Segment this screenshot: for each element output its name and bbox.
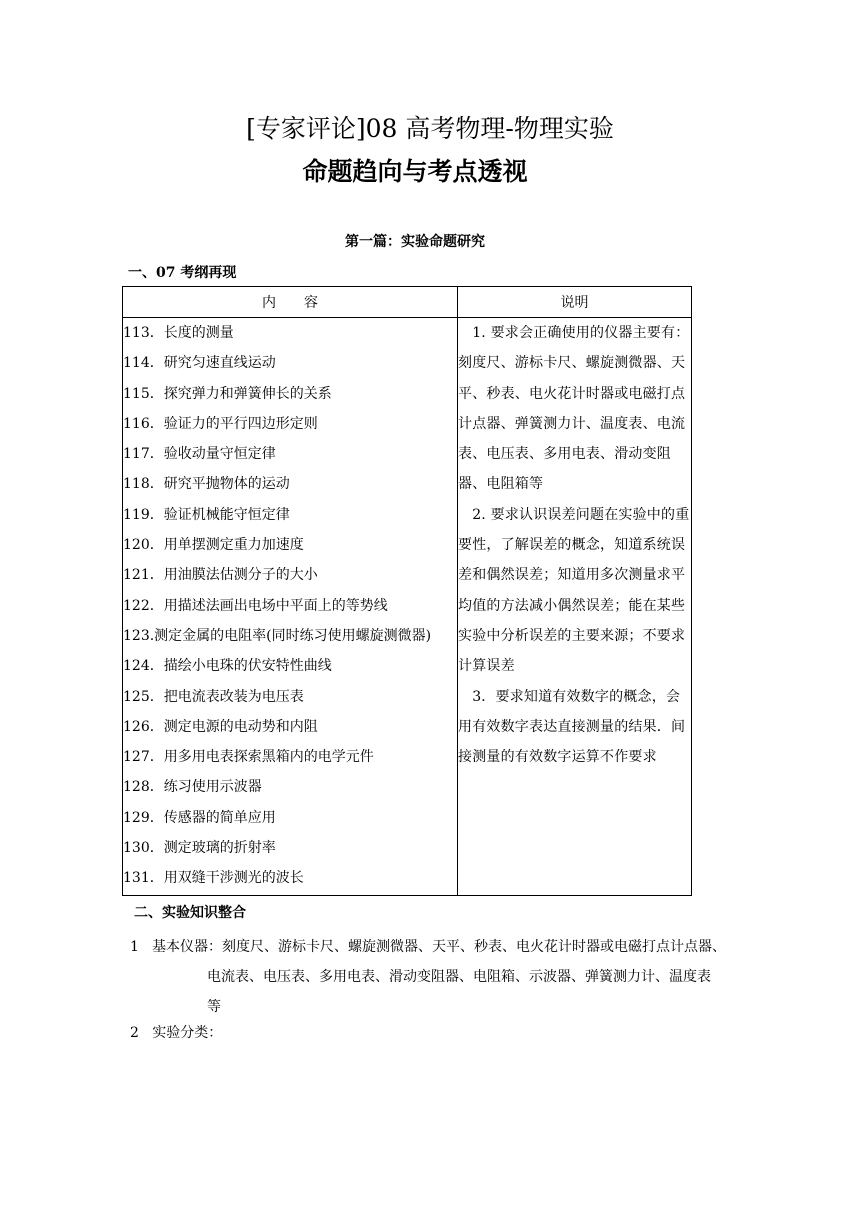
experiment-list-cell xyxy=(123,318,458,896)
note-paragraph: 1. 要求会正确使用的仪器主要有：刻度尺、游标卡尺、螺旋测微器、天平、秒表、电火花计时器或电磁打点计点器、弹簧测力计、温度表、电流表、电压表、多用电表、滑动变阻器、电阻箱等 xyxy=(458,325,690,493)
list-item: 122．用描述法画出电场中平面上的等势线 xyxy=(123,597,388,614)
syllabus-table xyxy=(122,286,692,896)
header-content: 内 容 xyxy=(123,287,458,318)
list-item: 123.测定金属的电阻率(同时练习使用螺旋测微器) xyxy=(123,627,432,644)
list-text: 基本仪器：刻度尺、游标卡尺、螺旋测微器、天平、秒表、电火花计时器或电磁打点计点器、 xyxy=(152,939,726,955)
section-heading-outline: 一、07 考纲再现 xyxy=(128,265,237,281)
list-item-instruments xyxy=(130,932,740,1022)
list-item: 129．传感器的简单应用 xyxy=(123,809,276,826)
document-title-line2: 命题趋向与考点透视 xyxy=(302,157,528,186)
note-paragraph: 3．要求知道有效数字的概念，会用有效数字表达直接测量的结果．间接测量的有效数字运算不作要求 xyxy=(458,688,686,766)
list-item: 130．测定玻璃的折射率 xyxy=(123,840,276,857)
list-item: 125．把电流表改装为电压表 xyxy=(123,688,304,705)
list-text-continuation: 电流表、电压表、多用电表、滑动变阻器、电阻箱、示波器、弹簧测力计、温度表 xyxy=(207,969,711,985)
list-item: 118．研究平抛物体的运动 xyxy=(123,476,290,493)
list-item: 124．描绘小电珠的伏安特性曲线 xyxy=(123,658,332,675)
list-text-continuation: 等 xyxy=(207,999,221,1015)
list-item: 121．用油膜法估测分子的大小 xyxy=(123,567,318,584)
list-item: 120．用单摆测定重力加速度 xyxy=(123,537,304,554)
list-item: 114．研究匀速直线运动 xyxy=(123,355,276,372)
list-item: 113．长度的测量 xyxy=(123,325,234,341)
table-body-row xyxy=(123,318,692,896)
list-item: 126．测定电源的电动势和内阻 xyxy=(123,718,318,735)
list-item: 119．验证机械能守恒定律 xyxy=(123,506,290,523)
list-number: 2 xyxy=(130,1025,139,1041)
list-item: 117．验收动量守恒定律 xyxy=(123,446,276,463)
list-number: 1 xyxy=(130,939,139,955)
note-paragraph: 2. 要求认识误差问题在实验中的重要性，了解误差的概念，知道系统误差和偶然误差；知道用多次测量求平均值的方法减小偶然误差；能在某些实验中分析误差的主要来源；不要求计算误差 xyxy=(458,506,690,675)
part-heading: 第一篇：实验命题研究 xyxy=(345,234,485,250)
document-title-line1: [专家评论]08 高考物理-物理实验 xyxy=(246,114,614,143)
list-text: 实验分类： xyxy=(152,1025,223,1041)
table-header-row xyxy=(123,287,692,318)
notes-cell xyxy=(458,318,692,896)
list-item: 116．验证力的平行四边形定则 xyxy=(123,415,318,432)
section-heading-knowledge: 二、实验知识整合 xyxy=(134,905,246,921)
list-item: 115．探究弹力和弹簧伸长的关系 xyxy=(123,385,332,402)
header-note: 说明 xyxy=(458,287,692,318)
list-item: 131．用双缝干涉测光的波长 xyxy=(123,870,304,887)
list-item: 128．练习使用示波器 xyxy=(123,779,262,796)
list-item-classification xyxy=(130,1022,222,1044)
list-item: 127．用多用电表探索黑箱内的电学元件 xyxy=(123,749,374,766)
